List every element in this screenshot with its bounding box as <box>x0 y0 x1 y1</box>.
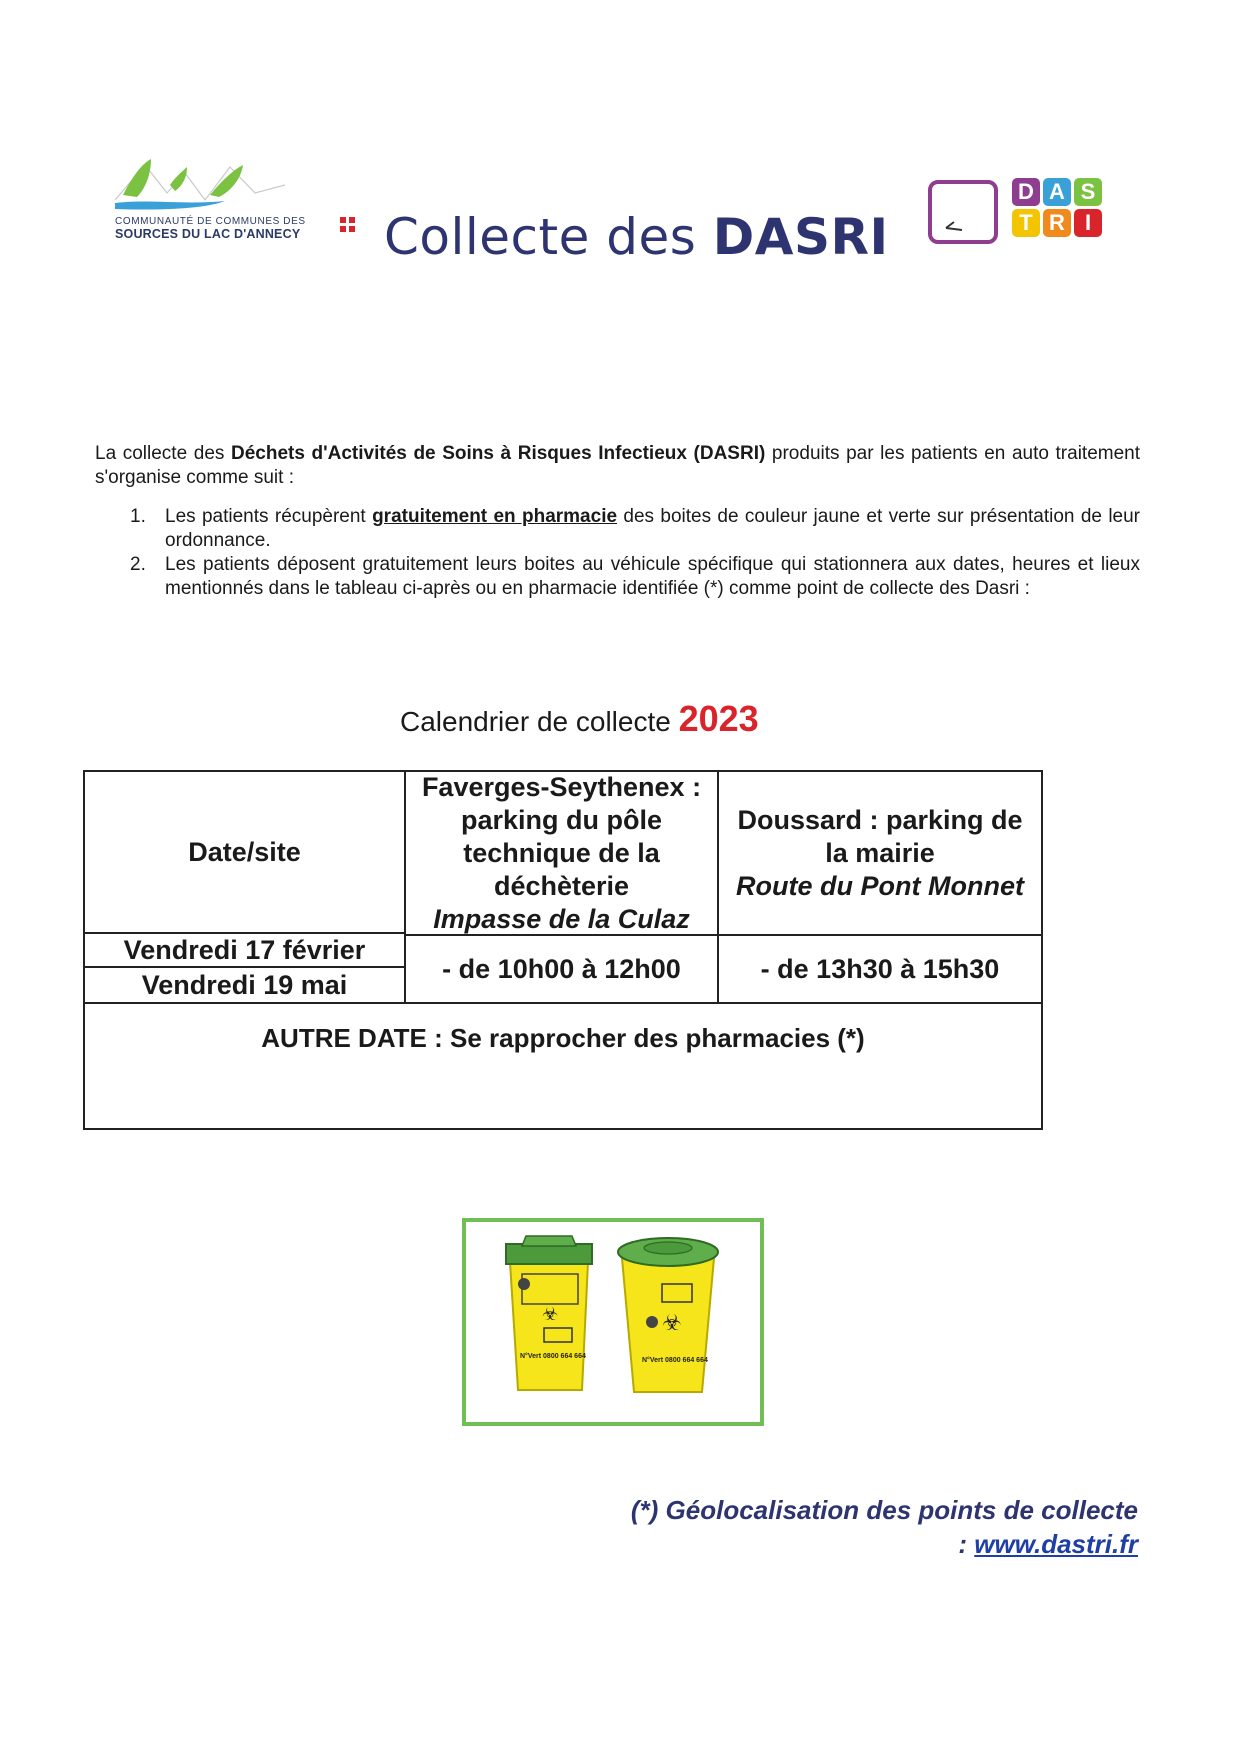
site1-street: Impasse de la Culaz <box>433 903 690 934</box>
site2-line: Doussard : parking de <box>737 804 1023 835</box>
bin-label-number: N°Vert 0800 664 664 <box>642 1357 708 1364</box>
tile-a: A <box>1043 178 1071 206</box>
dastri-link[interactable]: www.dastri.fr <box>974 1529 1138 1559</box>
site1-line: parking du pôle <box>460 804 662 835</box>
site2-hours-cell <box>719 936 1041 1002</box>
bin-label-number: N°Vert 0800 664 664 <box>520 1353 586 1360</box>
title-prefix: Collecte des <box>384 208 697 266</box>
dastri-box-icon <box>928 180 998 244</box>
tile-d: D <box>1012 178 1040 206</box>
community-name-line2: SOURCES DU LAC D'ANNECY <box>115 227 301 241</box>
header-date-site-text: Date/site <box>188 836 301 867</box>
header-site-faverges <box>406 772 717 934</box>
step-number: 2. <box>130 554 146 575</box>
list-item <box>130 505 1140 553</box>
tile-t: T <box>1012 209 1040 237</box>
step-text-before: Les patients récupèrent <box>165 506 373 527</box>
svg-text:☣: ☣ <box>662 1311 682 1336</box>
community-name <box>115 215 330 241</box>
collection-table <box>83 770 1043 1130</box>
table-divider <box>85 1002 1041 1004</box>
community-logo <box>115 145 345 250</box>
footer-prefix: : <box>958 1529 975 1559</box>
date-cell <box>85 934 404 966</box>
list-item <box>130 553 1140 601</box>
other-date-text: AUTRE DATE : Se rapprocher des pharmacies (*) <box>261 1022 865 1053</box>
svg-text:☣: ☣ <box>542 1304 559 1325</box>
site2-street: Route du Pont Monnet <box>736 870 1024 901</box>
date-cell <box>85 968 404 1002</box>
header-site-doussard <box>719 772 1041 934</box>
header-date-site <box>85 772 404 932</box>
community-name-line1: COMMUNAUTÉ DE COMMUNES DES <box>115 216 306 227</box>
mountains-lake-icon <box>115 145 285 220</box>
tile-r: R <box>1043 209 1071 237</box>
steps-list <box>130 505 1140 601</box>
intro-paragraph <box>95 442 1140 490</box>
date-text: Vendredi 17 février <box>123 934 366 965</box>
site1-line: Faverges-Seythenex : <box>421 771 702 802</box>
dastri-logo <box>928 178 1128 260</box>
site1-hours: - de 10h00 à 12h00 <box>442 953 681 984</box>
intro-text-bold: Déchets d'Activités de Soins à Risques Infectieux (DASRI) <box>231 443 766 464</box>
site1-hours-cell <box>406 936 717 1002</box>
step-number: 1. <box>130 506 146 527</box>
footer-line2 <box>631 1527 1138 1561</box>
calendar-title <box>400 698 759 740</box>
date-text: Vendredi 19 mai <box>141 969 348 1000</box>
intro-text-after: produits par les patients en auto traitement s'organise comme suit : <box>95 443 1141 488</box>
sharps-bins-image <box>462 1218 764 1426</box>
savoie-cross-icon <box>340 217 356 233</box>
site2-line: la mairie <box>825 837 935 868</box>
sharps-container-icon <box>466 1222 760 1422</box>
intro-text-before: La collecte des <box>95 443 231 464</box>
page-title <box>384 208 889 266</box>
tile-i: I <box>1074 209 1102 237</box>
step-text-after: des boites de couleur jaune et verte sur présentation de leur ordonnance. <box>165 506 1140 551</box>
footer-line1: (*) Géolocalisation des points de collecte <box>630 1495 1138 1525</box>
step-text-underlined: gratuitement en pharmacie <box>372 506 618 527</box>
other-date-cell <box>85 1008 1041 1068</box>
site1-line: déchèterie <box>493 870 630 901</box>
calendar-year: 2023 <box>678 698 759 739</box>
step-text-before: Les patients déposent gratuitement leurs boites au véhicule spécifique qui stationnera aux dates, heures et lieux mentionnés dans le tableau ci-après ou en pharmacie identifiée (*) comme point de collecte des Dasri : <box>165 554 1140 599</box>
site2-hours: - de 13h30 à 15h30 <box>760 953 1000 984</box>
calendar-title-text: Calendrier de collecte <box>400 706 671 737</box>
footer-note <box>631 1493 1138 1561</box>
tile-s: S <box>1074 178 1102 206</box>
title-strong: DASRI <box>712 208 889 266</box>
site1-line: technique de la <box>463 837 660 868</box>
